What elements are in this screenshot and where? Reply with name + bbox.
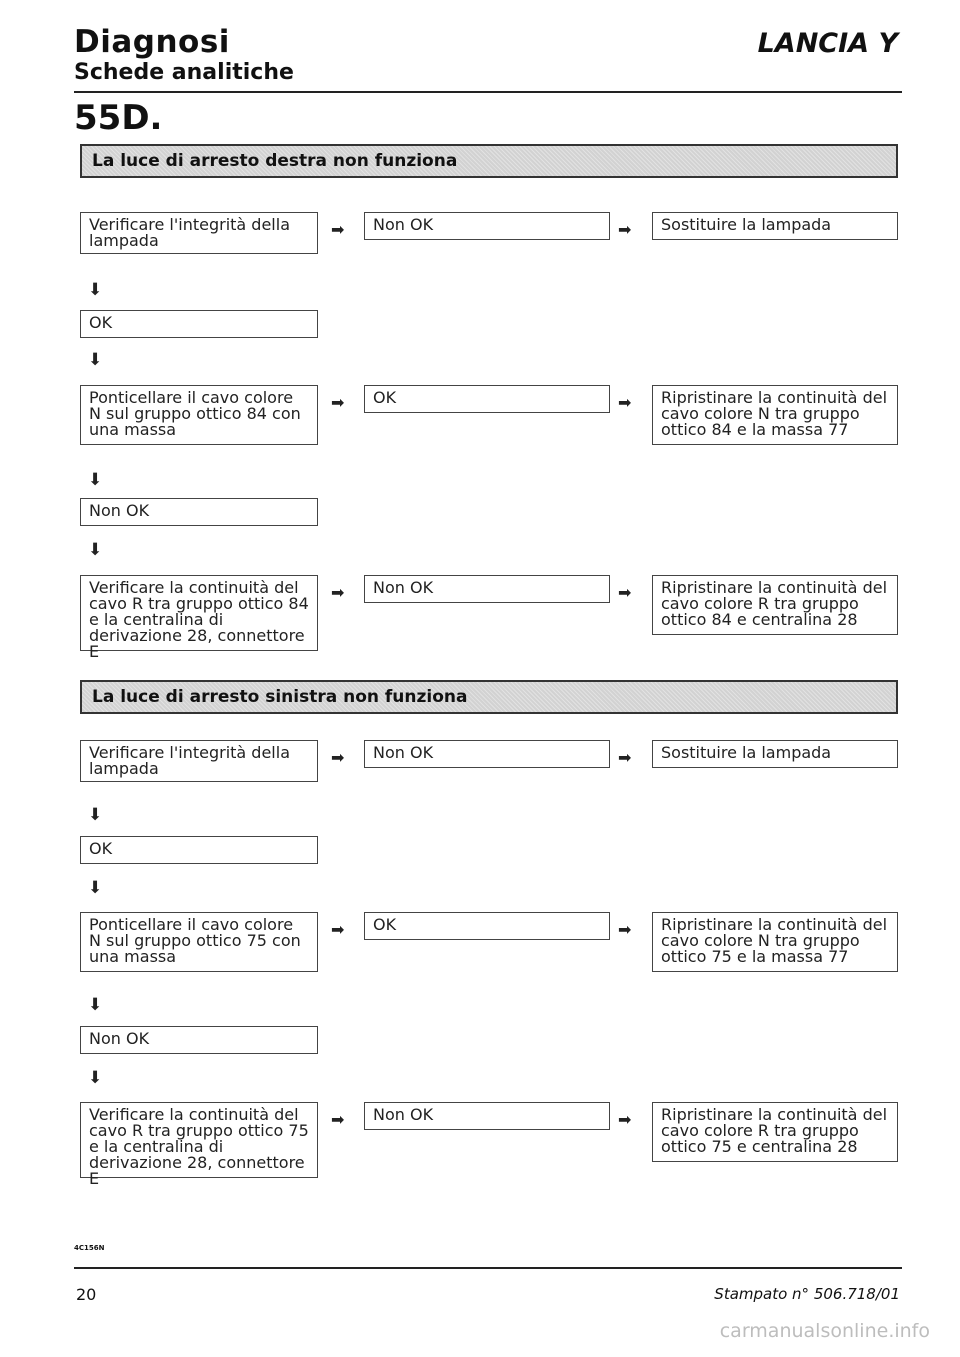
arrow-right-icon: ➡ [331,393,345,412]
arrow-right-icon: ➡ [331,1110,345,1129]
result-box: Non OK [364,212,610,240]
result-box: Non OK [364,1102,610,1130]
arrow-down-icon: ⬇ [88,350,103,370]
arrow-down-icon: ⬇ [88,1068,103,1088]
result-box: OK [364,912,610,940]
action-box: Sostituire la lampada [652,212,898,240]
action-box: Sostituire la lampada [652,740,898,768]
check-box-continuity-left: Verificare la continuità del cavo R tra gruppo ottico 75 e la centralina di derivazione 28, connettore E [80,1102,318,1178]
arrow-down-icon: ⬇ [88,878,103,898]
action-box: Ripristinare la continuità del cavo colore R tra gruppo ottico 75 e centralina 28 [652,1102,898,1162]
arrow-right-icon: ➡ [618,583,632,602]
arrow-right-icon: ➡ [618,920,632,939]
result-box: Non OK [364,575,610,603]
result-box: Non OK [364,740,610,768]
page-title: Diagnosi [74,24,230,60]
check-box-continuity-right: Verificare la continuità del cavo R tra gruppo ottico 84 e la centralina di derivazione 28, connettore E [80,575,318,651]
result-box: Non OK [80,1026,318,1054]
arrow-right-icon: ➡ [618,1110,632,1129]
check-box-bridge-left: Ponticellare il cavo colore N sul gruppo ottico 75 con una massa [80,912,318,972]
arrow-right-icon: ➡ [331,920,345,939]
arrow-right-icon: ➡ [331,748,345,767]
result-box: OK [80,310,318,338]
check-box-lamp-left: Verificare l'integrità della lampada [80,740,318,782]
arrow-right-icon: ➡ [618,748,632,767]
arrow-right-icon: ➡ [331,583,345,602]
brand-label: LANCIA Y [757,28,898,59]
page-subtitle: Schede analitiche [74,60,294,85]
section-code: 55D. [74,98,163,138]
arrow-right-icon: ➡ [618,393,632,412]
section-banner-right: La luce di arresto destra non funziona [80,144,898,178]
header-rule [74,91,902,93]
result-box: OK [364,385,610,413]
result-box: OK [80,836,318,864]
printed-reference: Stampato n° 506.718/01 [714,1285,900,1303]
document-id: 4C156N [74,1244,105,1252]
check-box-bridge-right: Ponticellare il cavo colore N sul gruppo ottico 84 con una massa [80,385,318,445]
action-box: Ripristinare la continuità del cavo colore N tra gruppo ottico 75 e la massa 77 [652,912,898,972]
footer-rule [74,1267,902,1269]
action-box: Ripristinare la continuità del cavo colore R tra gruppo ottico 84 e centralina 28 [652,575,898,635]
arrow-down-icon: ⬇ [88,470,103,490]
page-number: 20 [76,1285,97,1304]
arrow-down-icon: ⬇ [88,280,103,300]
arrow-down-icon: ⬇ [88,805,103,825]
check-box-lamp-right: Verificare l'integrità della lampada [80,212,318,254]
result-box: Non OK [80,498,318,526]
action-box: Ripristinare la continuità del cavo colore N tra gruppo ottico 84 e la massa 77 [652,385,898,445]
section-banner-left: La luce di arresto sinistra non funziona [80,680,898,714]
watermark: carmanualsonline.info [719,1320,930,1342]
arrow-down-icon: ⬇ [88,995,103,1015]
arrow-right-icon: ➡ [331,220,345,239]
arrow-right-icon: ➡ [618,220,632,239]
arrow-down-icon: ⬇ [88,540,103,560]
